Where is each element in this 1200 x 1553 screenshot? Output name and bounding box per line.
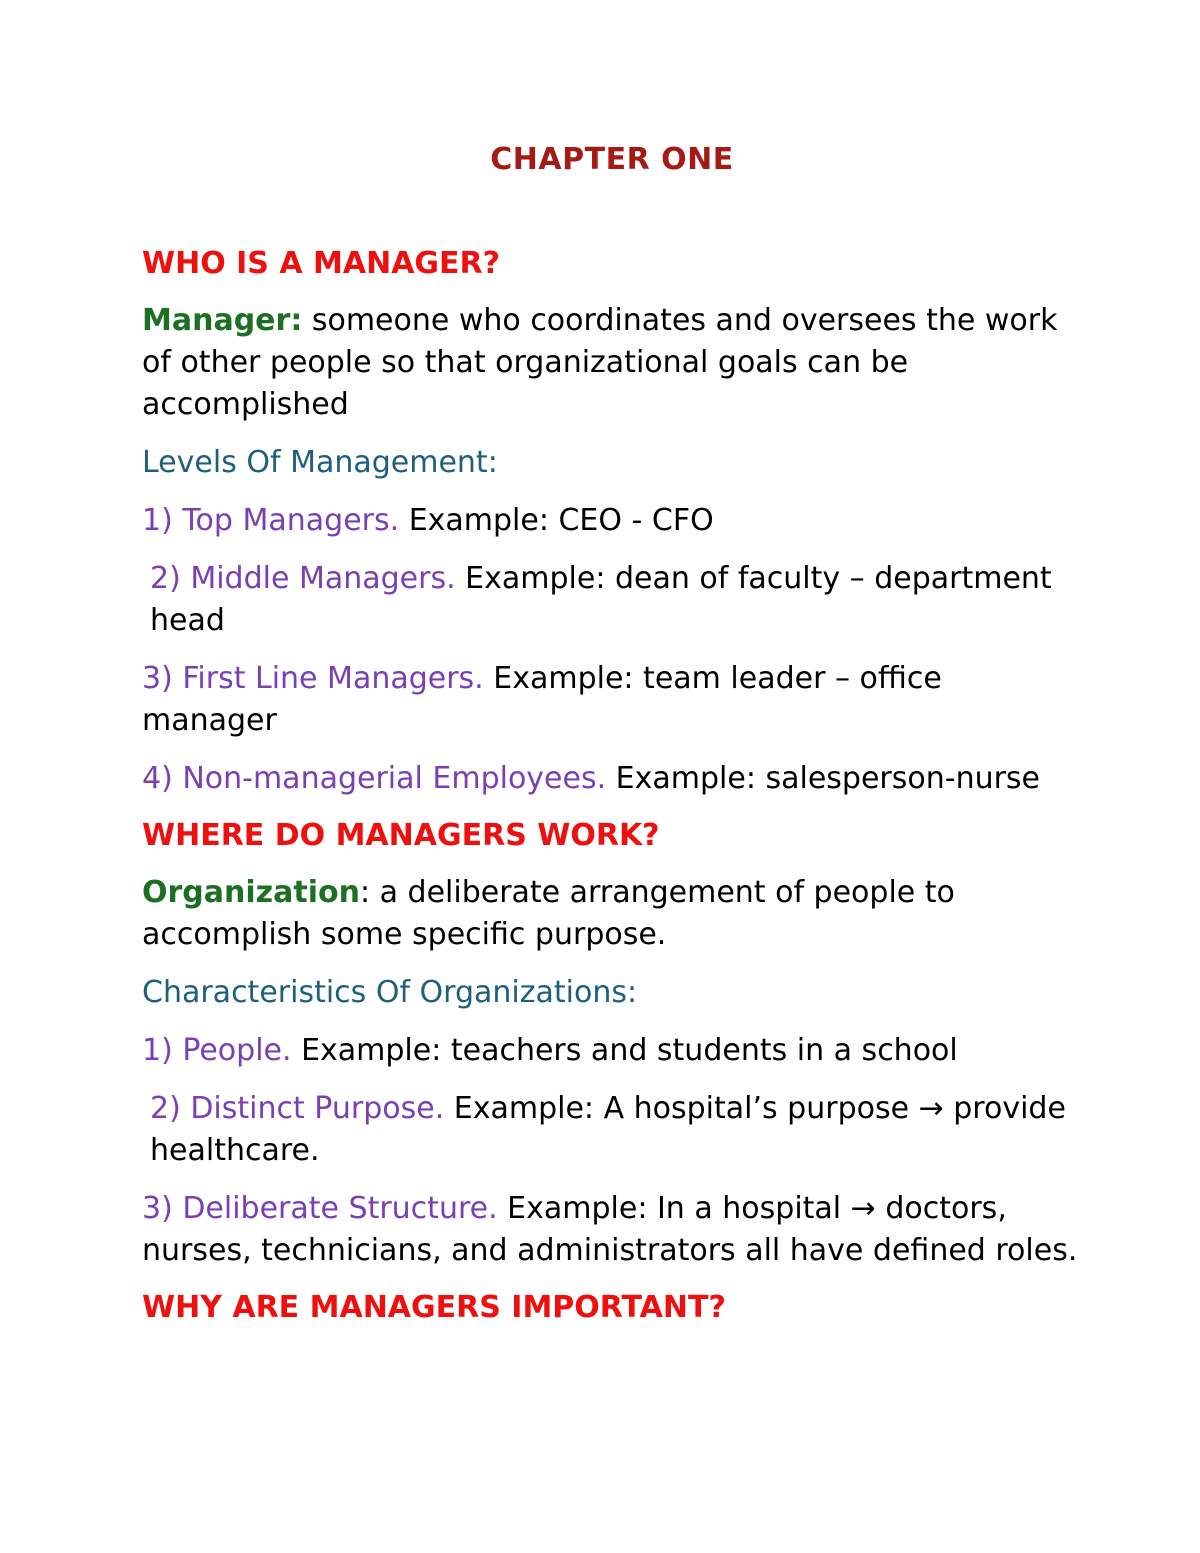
organization-definition-text: : a deliberate arrangement of people to accomplish some specific purpose.	[142, 875, 955, 952]
subheading-characteristics-of-organizations: Characteristics Of Organizations:	[142, 975, 638, 1010]
section-heading-why-are-managers-important: WHY ARE MANAGERS IMPORTANT?	[142, 1290, 726, 1325]
list-item	[142, 500, 1082, 542]
list-item-text: Example: teachers and students in a school	[291, 1033, 958, 1068]
list-item-text: Example: team leader – office manager	[142, 661, 942, 738]
list-item-label: 2) Distinct Purpose.	[150, 1091, 445, 1126]
list-item-text: Example: dean of faculty – department head	[150, 561, 1052, 638]
list-item-label: 1) Top Managers.	[142, 503, 400, 538]
list-item-text: Example: salesperson-nurse	[606, 761, 1041, 796]
list-item	[142, 558, 1082, 642]
list-item-label: 3) Deliberate Structure.	[142, 1191, 498, 1226]
list-item	[142, 1088, 1082, 1172]
list-item-label: 1) People.	[142, 1033, 292, 1068]
section-heading-where-do-managers-work: WHERE DO MANAGERS WORK?	[142, 818, 660, 853]
list-item	[142, 1030, 1082, 1072]
list-item-label: 2) Middle Managers.	[150, 561, 456, 596]
term-organization: Organization	[142, 875, 360, 910]
section-heading-who-is-a-manager: WHO IS A MANAGER?	[142, 246, 501, 281]
manager-definition	[142, 300, 1082, 426]
list-item	[142, 758, 1082, 800]
list-item	[142, 1188, 1082, 1272]
list-item	[142, 658, 1082, 742]
document-content	[142, 140, 1082, 1344]
list-item-text: Example: A hospital’s purpose → provide healthcare.	[150, 1091, 1066, 1168]
organization-definition	[142, 872, 1082, 956]
chapter-title: CHAPTER ONE	[490, 142, 734, 177]
list-item-text: Example: CEO - CFO	[399, 503, 714, 538]
manager-definition-text: someone who coordinates and oversees the work of other people so that organizational goals can be accomplished	[142, 303, 1058, 422]
list-item-label: 4) Non-managerial Employees.	[142, 761, 607, 796]
list-item-text: Example: In a hospital → doctors, nurses, technicians, and administrators all have defined roles.	[142, 1191, 1078, 1268]
term-manager: Manager:	[142, 303, 303, 338]
subheading-levels-of-management: Levels Of Management:	[142, 445, 498, 480]
list-item-label: 3) First Line Managers.	[142, 661, 484, 696]
